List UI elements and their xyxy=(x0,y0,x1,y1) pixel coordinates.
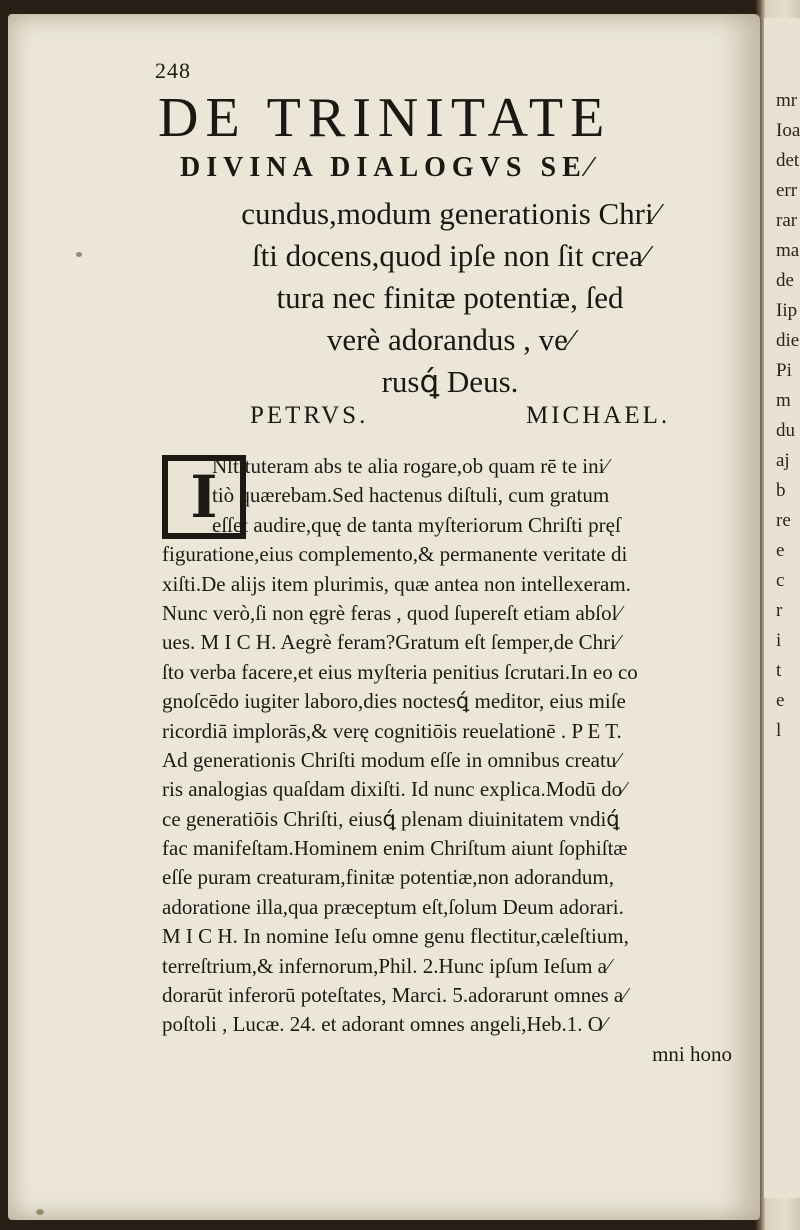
facing-page-fragment: die xyxy=(776,330,800,351)
body-line: eſſet audire,quę de tanta myſteriorum Chriſti pręſ xyxy=(212,512,621,537)
facing-page-fragment: Ioa xyxy=(776,120,800,141)
page-number: 248 xyxy=(155,58,191,83)
facing-page-fragment: e xyxy=(776,540,785,561)
paper-stain xyxy=(76,252,82,257)
facing-page-fragment: ma xyxy=(776,240,800,261)
facing-page-fragment: re xyxy=(776,510,791,531)
subtitle-line: cundus,modum generationis Chri⁄ xyxy=(241,196,659,231)
page-subtitle: DIVINA DIALOGVS SE⁄ xyxy=(180,152,598,183)
body-line: fac manifeſtam.Hominem enim Chriſtum aiunt ſophiſtæ xyxy=(162,836,628,861)
body-line: ſto verba facere,et eius myſteria penitius ſcrutari.In eo co xyxy=(162,659,638,684)
speaker-left: PETRVS. xyxy=(250,402,369,429)
facing-page-fragment: de xyxy=(776,270,794,291)
facing-page-fragment: c xyxy=(776,570,785,591)
subtitle-line: tura nec finitæ potentiæ, ſed xyxy=(276,280,624,315)
body-text xyxy=(162,452,742,1069)
page-title: DE TRINITATE xyxy=(158,87,612,149)
body-line: eſſe puram creaturam,finitæ potentiæ,non adorandum, xyxy=(162,865,614,890)
catchword: mni hono xyxy=(652,1041,732,1066)
facing-page-edge xyxy=(764,18,800,1198)
body-line: Nſtituteram abs te alia rogare,ob quam rē te ini⁄ xyxy=(212,454,608,478)
subtitle-line: rusꝗ́ Deus. xyxy=(381,364,519,399)
facing-page-fragment: Pi xyxy=(776,360,792,381)
body-line: poſtoli , Lucæ. 24. et adorant omnes angeli,Heb.1. O⁄ xyxy=(162,1012,607,1037)
body-line: M I C H. In nomine Ieſu omne genu flectitur,cæleſtium, xyxy=(162,924,629,949)
facing-page-fragment: b xyxy=(776,480,786,501)
facing-page-fragment: err xyxy=(776,180,798,201)
facing-page-fragment: l xyxy=(776,720,782,741)
body-line: ce generatiōis Chriſti, eiusꝗ́ plenam diuinitatem vndiꝗ́ xyxy=(162,806,620,831)
facing-page-fragment: du xyxy=(776,420,795,441)
body-line: gnoſcēdo iugiter laboro,dies noctesꝗ́ meditor, eius miſe xyxy=(162,689,626,714)
body-line: terreſtrium,& infernorum,Phil. 2.Hunc ipſum Ieſum a⁄ xyxy=(162,953,611,978)
facing-page-fragment: det xyxy=(776,150,800,171)
facing-page-fragment: e xyxy=(776,690,785,711)
body-line: ricordiā implorās,& verę cognitiōis reuelationē . P E T. xyxy=(162,718,622,743)
body-line: Ad generationis Chriſti modum eſſe in omnibus creatu⁄ xyxy=(162,747,620,772)
initial-letter: I xyxy=(168,461,240,533)
facing-page-fragment: Iip xyxy=(776,300,798,321)
body-line: Nunc verò,ſi non ęgrè feras , quod ſupereſt etiam abſol⁄ xyxy=(162,600,621,625)
facing-page-fragment: aj xyxy=(776,450,790,471)
facing-page-fragment: i xyxy=(776,630,782,651)
facing-page-fragment: mr xyxy=(776,90,798,111)
body-line: adoratione illa,qua præceptum eſt,ſolum Deum adorari. xyxy=(162,894,624,919)
body-line: dorarūt inferorū poteſtates, Marci. 5.adorarunt omnes a⁄ xyxy=(162,983,627,1008)
subtitle-line: verè adorandus , ve⁄ xyxy=(326,322,574,357)
body-line: ris analogias quaſdam dixiſti. Id nunc explica.Modū do⁄ xyxy=(162,777,626,802)
facing-page-fragment: r xyxy=(776,600,783,621)
body-line: xiſti.De alijs item plurimis, quæ antea non intellexeram. xyxy=(162,571,631,596)
subtitle-line: ſti docens,quod ipſe non ſit crea⁄ xyxy=(251,238,649,273)
paper-stain xyxy=(36,1209,44,1215)
facing-page-fragment: rar xyxy=(776,210,798,231)
body-line: tiò quærebam.Sed hactenus diſtuli, cum gratum xyxy=(212,483,610,508)
body-line: ues. M I C H. Aegrè feram?Gratum eſt ſemper,de Chri⁄ xyxy=(162,630,620,655)
facing-page-fragment: t xyxy=(776,660,782,681)
speaker-right: MICHAEL. xyxy=(526,402,671,429)
body-line: figuratione,eius complemento,& permanente veritate di xyxy=(162,542,628,567)
facing-page-fragment: m xyxy=(776,390,791,411)
